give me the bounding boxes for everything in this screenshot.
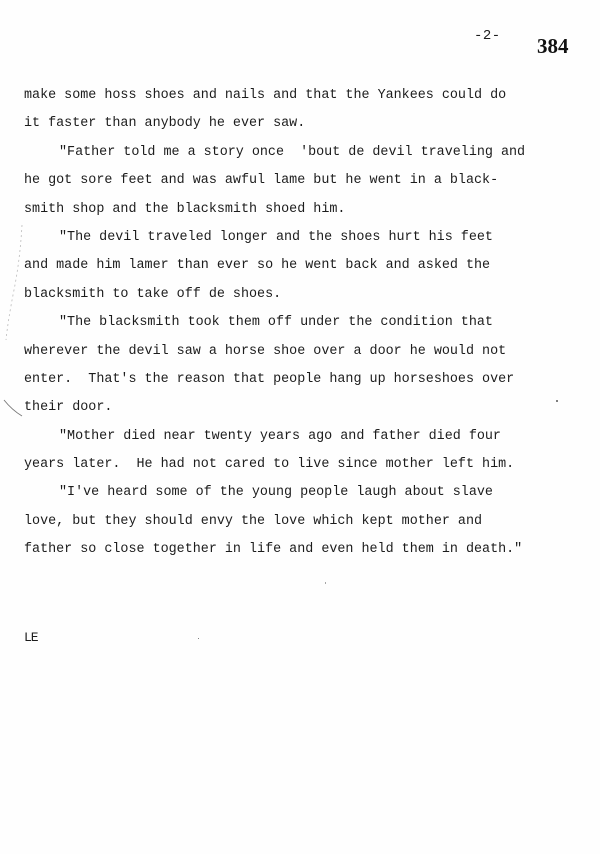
- text-line: and made him lamer than ever so he went back and asked the: [24, 258, 491, 274]
- paper-speck: [198, 638, 199, 639]
- text-line: he got sore feet and was awful lame but he went in a black-: [24, 173, 499, 189]
- text-line: smith shop and the blacksmith shoed him.: [24, 201, 346, 217]
- text-line: "Father told me a story once 'bout de devil traveling and: [59, 144, 526, 160]
- text-line: "I've heard some of the young people laugh about slave: [59, 485, 493, 501]
- text-line: love, but they should envy the love which kept mother and: [24, 513, 483, 529]
- paper-speck: [325, 582, 326, 584]
- text-line: "The devil traveled longer and the shoes hurt his feet: [59, 229, 493, 245]
- margin-pencil-mark: [0, 220, 30, 420]
- typist-initials: LE: [24, 630, 38, 645]
- text-line: "Mother died near twenty years ago and father died four: [59, 428, 501, 444]
- text-line: their door.: [24, 400, 113, 416]
- text-line: father so close together in life and even held them in death.": [24, 542, 523, 558]
- text-line: years later. He had not cared to live since mother left him.: [24, 457, 515, 473]
- archive-stamp-number: 384: [537, 34, 569, 58]
- text-line: "The blacksmith took them off under the condition that: [59, 315, 493, 331]
- text-line: enter. That's the reason that people hang up horseshoes over: [24, 371, 515, 387]
- text-line: make some hoss shoes and nails and that the Yankees could do: [24, 88, 507, 103]
- body-text: [24, 82, 584, 565]
- paper-speck: [556, 400, 558, 402]
- page-number: -2-: [474, 28, 501, 44]
- text-line: wherever the devil saw a horse shoe over a door he would not: [24, 343, 507, 359]
- text-line: blacksmith to take off de shoes.: [24, 286, 282, 302]
- text-line: it faster than anybody he ever saw.: [24, 116, 306, 132]
